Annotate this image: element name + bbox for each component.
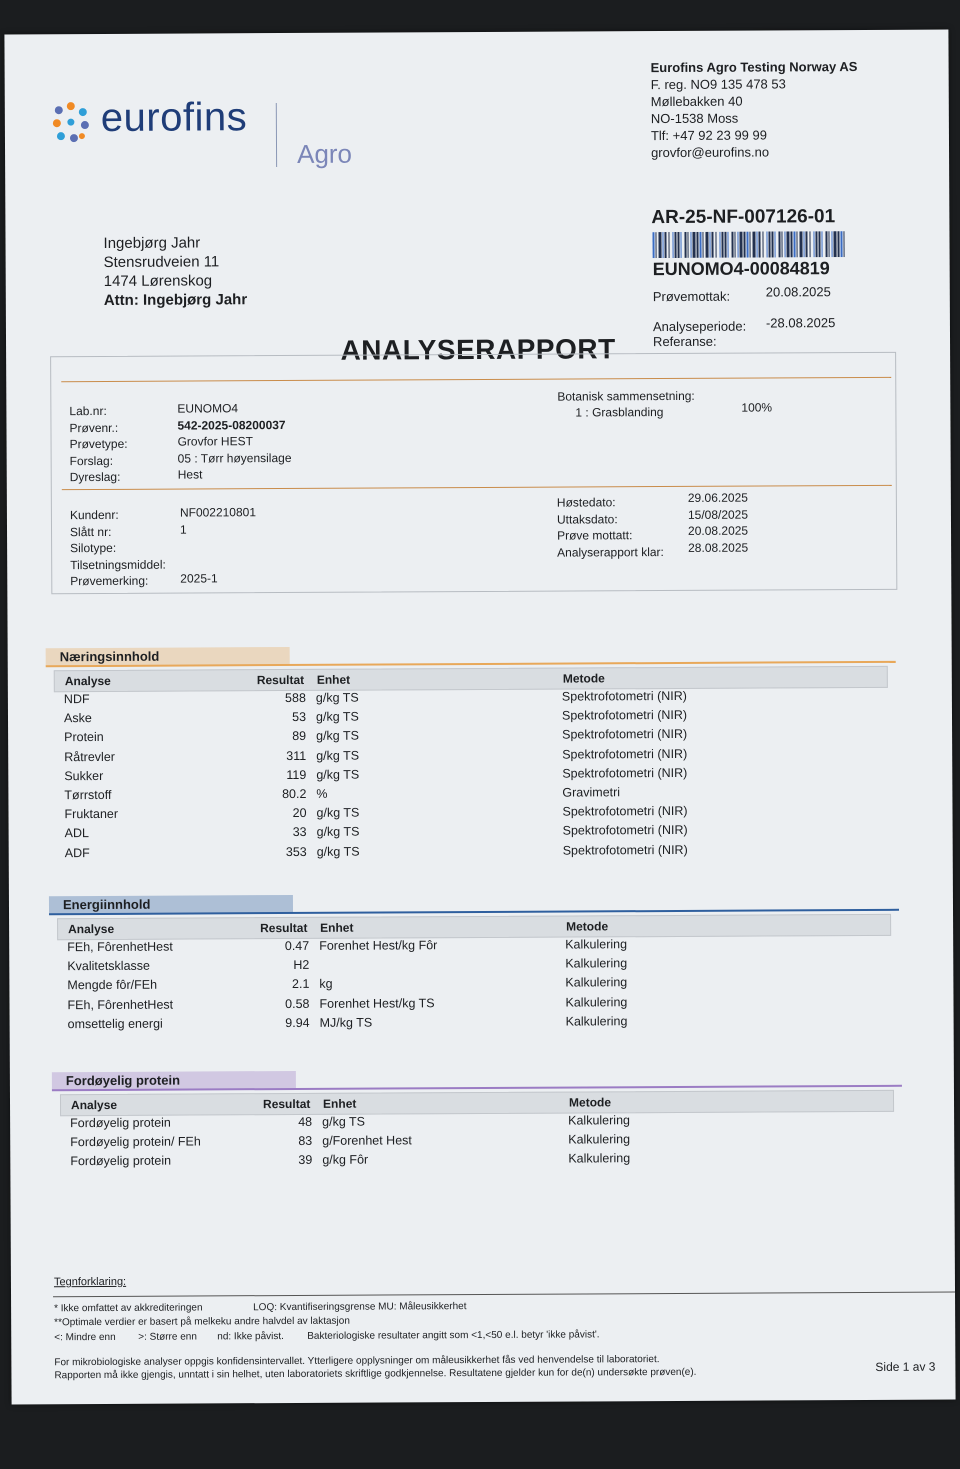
legend-text: Bakteriologiske resultater angitt som <1,<50 e.l. betyr 'ikke påvist'. [307, 1329, 600, 1342]
provenr-label: Prøvenr.: [69, 420, 119, 435]
legend-divider [53, 1292, 955, 1298]
cell-metode: Kalkulering [565, 975, 628, 990]
slatt-label: Slått nr: [69, 524, 112, 539]
cell-analyse: Tørrstoff [64, 787, 112, 803]
hostedato-value: 29.06.2025 [687, 490, 748, 505]
company-line: F. reg. NO9 135 478 53 [650, 76, 786, 93]
cell-analyse: Fordøyelig protein/ FEh [70, 1134, 201, 1150]
sample-info-box [50, 352, 897, 594]
cell-enhet: g/kg TS [315, 690, 359, 705]
cell-analyse: ADF [64, 845, 90, 860]
cell-enhet: % [316, 786, 328, 801]
cell-enhet: g/kg TS [316, 767, 360, 782]
cell-resultat: 0.47 [284, 938, 310, 954]
cell-analyse: Mengde fôr/FEh [67, 978, 158, 993]
header-enhet: Enhet [322, 1096, 357, 1111]
merking-value: 2025-1 [180, 571, 218, 586]
cell-enhet: g/kg TS [316, 844, 360, 859]
cell-enhet: Forenhet Hest/kg Fôr [319, 938, 438, 953]
labnr-label: Lab.nr: [69, 403, 107, 419]
cell-resultat: 2.1 [291, 977, 310, 992]
cell-resultat: H2 [293, 958, 310, 973]
footer-text: Rapporten må ikke gjengis, unntatt i sin helhet, uten laboratoriets skriftlige godkjennelse. Resultatene gjelder kun for de(n) undersøkte prøven(e). [54, 1366, 697, 1382]
cell-metode: Kalkulering [565, 994, 628, 1010]
mottatt-label: Prøve mottatt: [557, 528, 633, 543]
botanisk-percent: 100% [741, 400, 773, 415]
labnr-value: EUNOMO4 [177, 401, 239, 416]
cell-enhet: g/kg TS [316, 805, 360, 821]
cell-resultat: 20 [292, 806, 307, 821]
cell-analyse: omsettelig energi [67, 1016, 163, 1031]
cell-analyse: Aske [63, 711, 92, 726]
header-resultat: Resultat [260, 920, 308, 936]
tilsetning-label: Tilsetningsmiddel: [70, 557, 166, 572]
date-labels [557, 494, 664, 561]
merking-label: Prøvemerking: [70, 573, 149, 589]
cell-resultat: 119 [286, 767, 307, 782]
footer-text: For mikrobiologiske analyser oppgis konfidensintervallet. Ytterligere opplysninger om måleusikkerhet fås ved henvendelse til laboratoriet. [54, 1354, 660, 1369]
cell-metode: Spektrofotometri (NIR) [562, 823, 688, 838]
klar-value: 28.08.2025 [688, 540, 749, 555]
legend-text: * Ikke omfattet av akkrediteringen [54, 1302, 203, 1315]
legend-title: Tegnforklaring: [53, 1275, 127, 1289]
legend-text: LOQ: Kvantifiseringsgrense MU: Måleusikkerhet [253, 1301, 467, 1314]
cell-enhet: Forenhet Hest/kg TS [319, 995, 435, 1011]
cell-metode: Kalkulering [568, 1151, 631, 1166]
page-number: Side 1 av 3 [875, 1359, 936, 1374]
cell-enhet: g/kg TS [315, 709, 359, 725]
uttaksdato-value: 15/08/2025 [687, 507, 749, 522]
legend-text: <: Mindre enn [54, 1331, 116, 1344]
recipient-address [103, 233, 247, 310]
legend-text: >: Større enn [138, 1331, 197, 1343]
cell-resultat: 353 [285, 844, 307, 859]
period-label: Analyseperiode: [652, 318, 747, 335]
cell-enhet: MJ/kg TS [319, 1015, 373, 1030]
reference-label: Referanse: [652, 333, 717, 350]
kundenr-value: NF002210801 [179, 505, 257, 520]
cell-metode: Kalkulering [568, 1132, 631, 1147]
logo-divider [276, 103, 277, 167]
section-2 [52, 1068, 902, 1169]
divider [61, 377, 891, 382]
cell-resultat: 33 [292, 825, 307, 840]
section-0 [46, 644, 896, 860]
header-resultat: Resultat [256, 672, 305, 688]
table-row [58, 1013, 898, 1036]
cell-resultat: 83 [298, 1134, 313, 1149]
cell-metode: Kalkulering [565, 1014, 628, 1029]
botanisk-value: 1 : Grasblanding [575, 405, 664, 420]
cell-enhet: g/kg TS [322, 1114, 366, 1129]
cell-analyse: Sukker [64, 768, 104, 783]
header-enhet: Enhet [316, 672, 351, 687]
cell-analyse: ADL [64, 826, 89, 841]
cell-analyse: FEh, FôrenhetHest [67, 997, 174, 1012]
forslag-value: 05 : Tørr høyensilage [177, 450, 292, 466]
kundenr-label: Kundenr: [69, 507, 119, 523]
cell-metode: Spektrofotometri (NIR) [561, 688, 687, 704]
cell-metode: Spektrofotometri (NIR) [561, 708, 688, 723]
company-address [651, 58, 858, 161]
cell-resultat: 0.58 [285, 996, 310, 1011]
recipient-name: Ingebjørg Jahr [103, 234, 201, 252]
logo-wordmark: eurofins [100, 95, 248, 140]
silotype-value [180, 537, 256, 554]
cell-analyse: Kvalitetsklasse [67, 958, 151, 974]
section-title: Energiinnhold [49, 895, 293, 914]
provetype-label: Prøvetype: [69, 436, 128, 452]
date-values [688, 490, 748, 556]
cell-analyse: Råtrevler [64, 749, 115, 764]
company-line: Møllebakken 40 [650, 93, 743, 110]
cell-metode: Kalkulering [565, 956, 628, 971]
recipient-city: 1474 Lørenskog [103, 272, 213, 290]
cell-enhet: g/kg TS [316, 729, 359, 744]
cell-metode: Gravimetri [562, 785, 621, 800]
table-row [60, 1150, 900, 1173]
sample-labels [69, 403, 127, 486]
legend-text: **Optimale verdier er basert på melkeku andre halvdel av laktasjon [54, 1315, 350, 1329]
recipient-attn: Attn: Ingebjørg Jahr [103, 291, 248, 309]
uttaksdato-label: Uttaksdato: [556, 511, 618, 527]
slatt-value: 1 [179, 522, 187, 537]
header-resultat: Resultat [262, 1096, 311, 1112]
page-title: ANALYSERAPPORT [340, 333, 616, 366]
header-metode: Metode [562, 671, 605, 686]
cell-analyse: Fruktaner [64, 807, 119, 822]
company-email: grovfor@eurofins.no [651, 144, 770, 161]
eurofins-logo-icon [49, 100, 93, 144]
company-name: Eurofins Agro Testing Norway AS [650, 59, 858, 76]
received-label: Prøvemottak: [652, 288, 731, 305]
cell-analyse: FEh, FôrenhetHest [67, 939, 173, 955]
cell-analyse: NDF [63, 692, 90, 707]
recipient-street: Stensrudveien 11 [103, 253, 220, 271]
company-line: Tlf: +47 92 23 99 99 [650, 127, 768, 144]
cell-resultat: 48 [298, 1114, 313, 1129]
report-id: AR-25-NF-007126-01 [651, 206, 836, 229]
cell-resultat: 39 [298, 1153, 313, 1168]
header-analyse: Analyse [68, 921, 115, 937]
cell-analyse: Protein [64, 730, 104, 745]
barcode-icon [652, 231, 846, 258]
cell-resultat: 89 [292, 729, 307, 744]
divider [62, 485, 892, 490]
cell-metode: Spektrofotometri (NIR) [562, 842, 688, 858]
cell-metode: Spektrofotometri (NIR) [562, 727, 688, 742]
dyreslag-value: Hest [177, 467, 203, 482]
sample-values [177, 400, 291, 483]
cell-resultat: 311 [286, 748, 307, 763]
report-page [4, 30, 955, 1405]
cell-metode: Spektrofotometri (NIR) [562, 765, 688, 781]
provetype-value: Grovfor HEST [177, 434, 253, 449]
section-title: Næringsinnhold [46, 647, 290, 666]
company-line: NO-1538 Moss [650, 110, 739, 127]
cell-metode: Kalkulering [568, 1113, 630, 1128]
period-value: -28.08.2025 [765, 315, 836, 331]
cell-enhet: g/kg TS [316, 748, 360, 763]
logo-subtitle: Agro [296, 138, 353, 169]
header-enhet: Enhet [320, 920, 354, 935]
header-analyse: Analyse [70, 1097, 118, 1113]
header-metode: Metode [566, 919, 609, 934]
customer-values [180, 504, 256, 587]
cell-enhet: g/kg TS [316, 825, 360, 840]
customer-labels [70, 507, 166, 590]
received-value: 20.08.2025 [765, 284, 831, 300]
legend-text: nd: Ikke påvist. [217, 1331, 284, 1343]
section-1 [49, 892, 899, 1031]
tilsetning-value [180, 554, 256, 571]
hostedato-label: Høstedato: [556, 495, 616, 510]
klar-label: Analyserapport klar: [557, 544, 664, 560]
cell-resultat: 80.2 [282, 786, 307, 802]
mottatt-value: 20.08.2025 [687, 523, 749, 538]
cell-analyse: Fordøyelig protein [70, 1115, 171, 1131]
cell-analyse: Fordøyelig protein [70, 1154, 172, 1169]
provenr-value: 542-2025-08200037 [177, 417, 286, 433]
table-row [55, 841, 895, 864]
silotype-label: Silotype: [70, 540, 117, 556]
lab-id: EUNOMO4-00084819 [652, 258, 830, 280]
forslag-label: Forslag: [69, 453, 114, 468]
section-title: Fordøyelig protein [52, 1071, 296, 1090]
cell-resultat: 53 [292, 710, 307, 725]
cell-enhet: kg [319, 977, 333, 992]
cell-enhet: g/kg Fôr [322, 1152, 369, 1168]
cell-resultat: 9.94 [285, 1015, 310, 1030]
cell-metode: Spektrofotometri (NIR) [562, 746, 688, 762]
cell-resultat: 588 [285, 690, 306, 706]
botanisk-label: Botanisk sammensetning: [557, 388, 695, 404]
header-metode: Metode [568, 1095, 612, 1110]
cell-metode: Spektrofotometri (NIR) [562, 804, 688, 819]
cell-metode: Kalkulering [565, 937, 628, 952]
dyreslag-label: Dyreslag: [69, 469, 121, 485]
header-analyse: Analyse [64, 673, 111, 689]
cell-enhet: g/Forenhet Hest [322, 1133, 412, 1149]
